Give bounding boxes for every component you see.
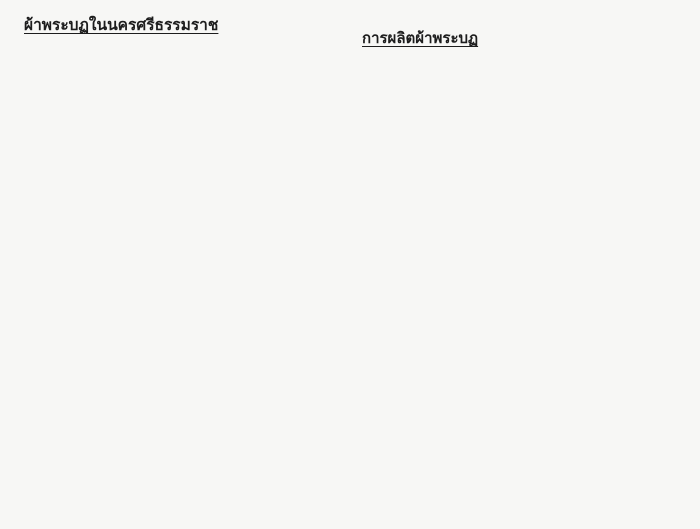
section-heading: การผลิตผ้าพระบฏ [362, 29, 479, 47]
article-title: ผ้าพระบฏในนครศรีธรรมราช [24, 16, 219, 34]
right-column [362, 12, 676, 58]
left-column [24, 12, 336, 47]
